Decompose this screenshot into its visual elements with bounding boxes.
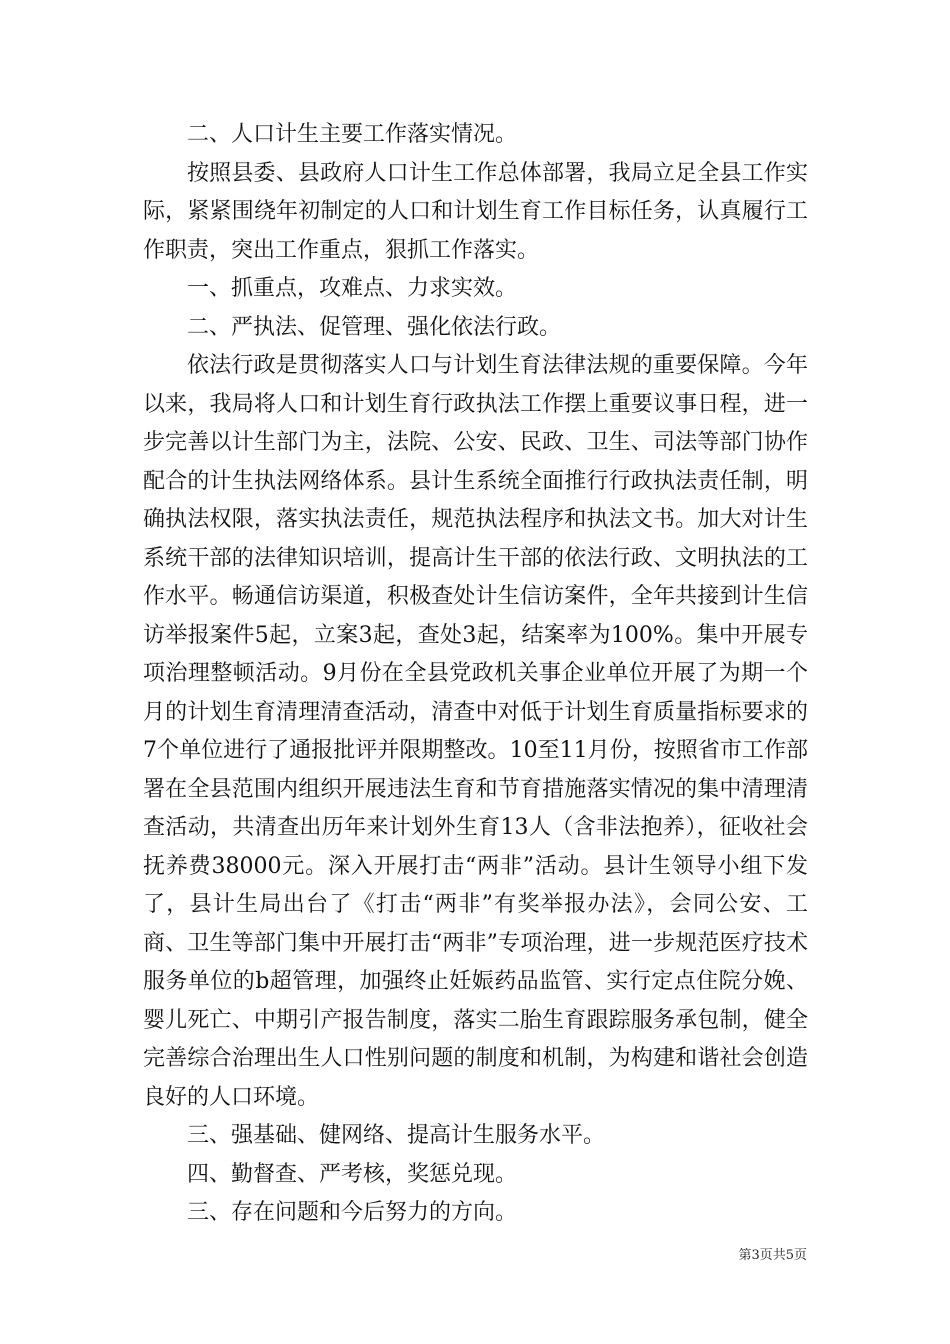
subheading-supervision: 四、勤督查、严考核，奖惩兑现。: [187, 1161, 518, 1187]
subheading-law-enforcement: 二、严执法、促管理、强化依法行政。: [187, 314, 562, 340]
section-heading-implementation: 二、人口计生主要工作落实情况。: [187, 122, 518, 147]
subheading-service-level: 三、强基础、健网络、提高计生服务水平。: [187, 1123, 606, 1148]
section-heading-problems: 三、存在问题和今后努力的方向。: [187, 1200, 518, 1225]
paragraph-overview: 按照县委、县政府人口计生工作总体部署，我局立足全县工作实际，紧紧围绕年初制定的人口和计划生育工作目标任务，认真履行工作职责，突出工作重点，狠抓工作落实。: [143, 160, 808, 263]
page-number: 第3页共5页: [738, 1248, 807, 1263]
document-body: [143, 116, 808, 1233]
subheading-key-points: 一、抓重点，攻难点、力求实效。: [187, 276, 518, 301]
paragraph-law-enforcement: 依法行政是贯彻落实人口与计划生育法律法规的重要保障。今年以来，我局将人口和计划生育行政执法工作摆上重要议事日程，进一步完善以计生部门为主，法院、公安、民政、卫生、司法等部门协作配合的计生执法网络体系。县计生系统全面推行行政执法责任制，明确执法权限，落实执法责任，规范执法程序和执法文书。加大对计生系统干部的法律知识培训，提高计生干部的依法行政、文明执法的工作水平。畅通信访渠道，积极查处计生信访案件，全年共接到计生信访举报案件5起，立案3起，查处3起，结案率为100%。集中开展专项治理整顿活动。9月份在全县党政机关事企业单位开展了为期一个月的计划生育清理清查活动，清查中对低于计划生育质量指标要求的7个单位进行了通报批评并限期整改。10至11月份，按照省市工作部署在全县范围内组织开展违法生育和节育措施落实情况的集中清理清查活动，共清查出历年来计划外生育13人（含非法抱养），征收社会抚养费38000元。深入开展打击“两非”活动。县计生领导小组下发了，县计生局出台了《打击“两非”有奖举报办法》，会同公安、工商、卫生等部门集中开展打击“两非”专项治理，进一步规范医疗技术服务单位的b超管理，加强终止妊娠药品监管、实行定点住院分娩、婴儿死亡、中期引产报告制度，落实二胎生育跟踪服务承包制，健全完善综合治理出生人口性别问题的制度和机制，为构建和谐社会创造良好的人口环境。: [143, 353, 808, 1110]
